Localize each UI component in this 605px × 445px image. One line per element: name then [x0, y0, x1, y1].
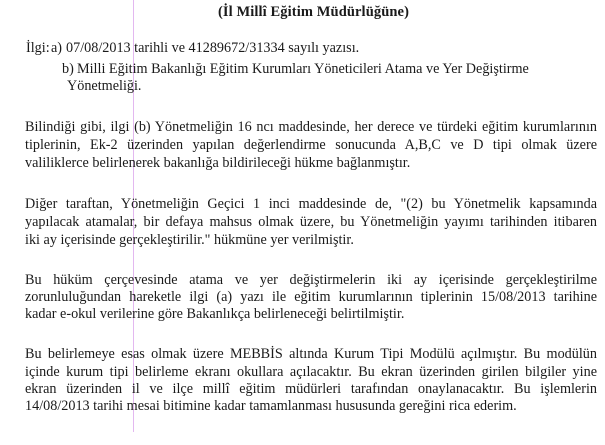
paragraph-line: Diğer taraftan, Yönetmeliğin Geçici 1 inci maddesinde de, "(2) bu Yönetmelik kapsamında	[25, 196, 597, 212]
paragraph-line: Bu belirlemeye esas olmak üzere MEBBİS altında Kurum Tipi Modülü açılmıştır. Bu modülün	[25, 346, 597, 362]
paragraph-line: tiplerinin, Ek-2 üzerinden yapılan değerlendirme sonucunda A,B,C ve D tipi olmak üzere	[25, 137, 597, 153]
document-title: (İl Millî Eğitim Müdürlüğüne)	[217, 4, 409, 20]
paragraph-line: kadar e-okul verilerine göre Bakanlıkça belirleneceği belirtilmiştir.	[25, 306, 405, 322]
paragraph-line: ekran üzerinden il ve ilçe millî eğitim müdürleri tarafından onaylanacaktır. Bu işlemlerin	[25, 381, 597, 397]
paragraph-line: Bilindiği gibi, ilgi (b) Yönetmeliğin 16 ncı maddesinde, her derece ve türdeki eğitim kurumlarının	[25, 119, 597, 135]
paragraph-line: Bu hüküm çerçevesinde atama ve yer değiştirmelerin iki ay içerisinde gerçekleştirilme	[25, 272, 597, 288]
paragraph-line: zorunluluğundan hareketle ilgi (a) yazı ile eğitim kurumlarının tiplerinin 15/08/2013 tarihine	[25, 289, 597, 305]
paragraph-line: yapılacak atamalar, bir defaya mahsus olmak üzere, bu Yönetmeliğin yayımı tarihinden itibaren	[25, 214, 597, 230]
paragraph-line: 14/08/2013 tarihi mesai bitimine kadar tamamlanması hususunda gereğini rica ederim.	[25, 398, 517, 414]
paragraph-line: içinde kurum tipi belirleme ekranı okullara açılacaktır. Bu ekran üzerinden girilen bilgiler yine	[25, 364, 597, 380]
paragraph-line: iki ay içerisinde gerçekleştirilir." hükmüne yer verilmiştir.	[25, 232, 354, 248]
reference-label: İlgi:	[26, 40, 50, 56]
reference-b-marker: b)	[62, 61, 74, 77]
paragraph-line: valiliklerce belirlenerek bakanlığa bildirileceği hükme bağlanmıştır.	[25, 155, 411, 171]
reference-b-text: Milli Eğitim Bakanlığı Eğitim Kurumları Yöneticileri Atama ve Yer Değiştirme	[77, 61, 529, 77]
reference-a-text: 07/08/2013 tarihli ve 41289672/31334 sayılı yazısı.	[66, 40, 360, 56]
reference-a-marker: a)	[51, 40, 63, 56]
reference-b-continuation: Yönetmeliği.	[67, 78, 142, 94]
